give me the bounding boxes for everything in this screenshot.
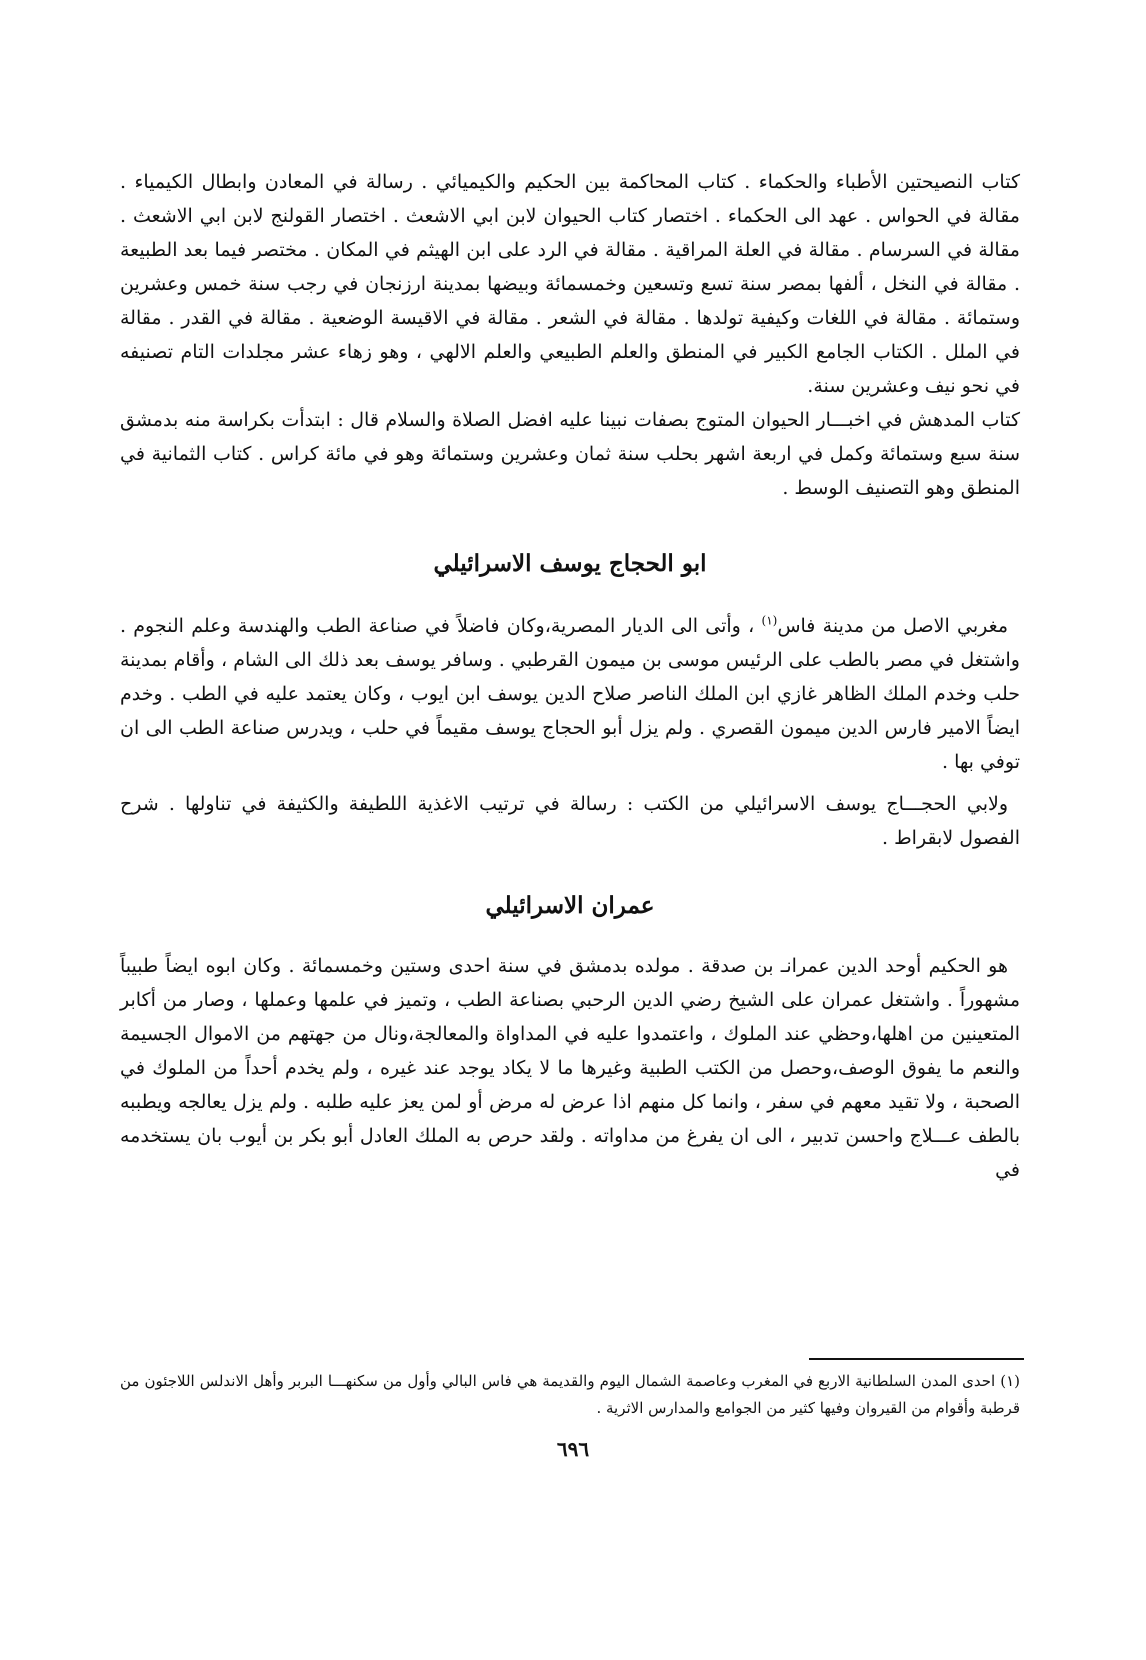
- section-heading-imran: عمران الاسرائيلي: [485, 892, 655, 919]
- paragraph-imran-bio: هو الحكيم أوحد الدين عمرانـ بن صدقة . مولده بدمشق في سنة احدى وستين وخمسمائة . وكان ابوه ايضاً طبيباً مشهوراً . واشتغل عمران على الشيخ رضي الدين الرحبي بصناعة الطب ، وتميز في علمها وعملها ، وصار من أكابر المتعينين من اهلها،وحظي عند الملوك ، واعتمدوا عليه في المداواة والمعالجة،ونال من جهتهم من الاموال الجسيمة والنعم ما يفوق الوصف،وحصل من الكتب الطبية وغيرها ما لا يكاد يوجد عند غيره ، ولم يخدم أحداً من الملوك في الصحبة ، ولا تقيد معهم في سفر ، وانما كل منهم اذا عرض له مرض أو لمن يعز عليه طلبه . ولم يزل يعالجه ويطببه بالطف عـــلاج واحسن تدبير ، الى ان يفرغ من مداواته . ولقد حرص به الملك العادل أبو بكر بن أيوب بان يستخدمه في: [120, 955, 1020, 1181]
- section-heading-yusuf: ابو الحجاج يوسف الاسرائيلي: [433, 550, 707, 577]
- page-body: [120, 165, 1020, 1187]
- footnote-text: (١) احدى المدن السلطانية الاربع في المغرب وعاصمة الشمال اليوم والقديمة هي فاس البالي وأول من سكنهـــا البربر وأهل الاندلس اللاجئون من قرطبة وأقوام من القيروان وفيها كثير من الجوامع والمدارس الاثرية .: [120, 1372, 1021, 1417]
- paragraph-books-list: كتاب النصيحتين الأطباء والحكماء . كتاب المحاكمة بين الحكيم والكيميائي . رسالة في المعادن وابطال الكيمياء . مقالة في الحواس . عهد الى الحكماء . اختصار كتاب الحيوان لابن ابي الاشعث . اختصار القولنج لابن ابي الاشعث . مقالة في السرسام . مقالة في العلة المراقية . مقالة في الرد على ابن الهيثم في المكان . مختصر فيما بعد الطبيعة . مقالة في النخل ، ألفها بمصر سنة تسع وتسعين وخمسمائة وبيضها بمدينة ارزنجان في رجب سنة خمس وعشرين وستمائة . مقالة في اللغات وكيفية تولدها . مقالة في الشعر . مقالة في الاقيسة الوضعية . مقالة في القدر . مقالة في الملل . الكتاب الجامع الكبير في المنطق والعلم الطبيعي والعلم الالهي ، وهو زهاء عشر مجلدات التام تصنيفه في نحو نيف وعشرين سنة.: [120, 171, 1020, 397]
- paragraph-yusuf-bio-rest: ، وأتى الى الديار المصرية،وكان فاضلاً في صناعة الطب والهندسة وعلم النجوم . واشتغل في مصر بالطب على الرئيس موسى بن ميمون القرطبي . وسافر يوسف بعد ذلك الى الشام ، وأقام بمدينة حلب وخدم الملك الظاهر غازي ابن الملك الناصر صلاح الدين يوسف ابن ايوب ، وكان يعتمد عليه في الطب . وخدم ايضاً الامير فارس الدين ميمون القصري . ولم يزل أبو الحجاج يوسف مقيماً في حلب ، ويدرس صناعة الطب الى ان توفي بها .: [120, 615, 1020, 773]
- footnote-divider: [809, 1358, 1024, 1360]
- paragraph-mudhish-book: كتاب المدهش في اخبـــار الحيوان المتوج بصفات نبينا عليه افضل الصلاة والسلام قال : ابتدأت بكراسة منه بدمشق سنة سبع وستمائة وكمل في اربعة اشهر بحلب سنة ثمان وعشرين وستمائة وهو في مائة كراس . كتاب الثمانية في المنطق وهو التصنيف الوسط .: [120, 409, 1020, 499]
- paragraph-yusuf-books: ولابي الحجـــاج يوسف الاسرائيلي من الكتب : رسالة في ترتيب الاغذية اللطيفة والكثيفة في تناولها . شرح الفصول لابقراط .: [120, 793, 1020, 849]
- footnote-marker: (١): [761, 613, 778, 628]
- page-number: ٦٩٦: [556, 1437, 590, 1461]
- paragraph-yusuf-bio: [120, 609, 1020, 779]
- paragraph-yusuf-bio-start: مغربي الاصل من مدينة فاس: [777, 615, 1008, 637]
